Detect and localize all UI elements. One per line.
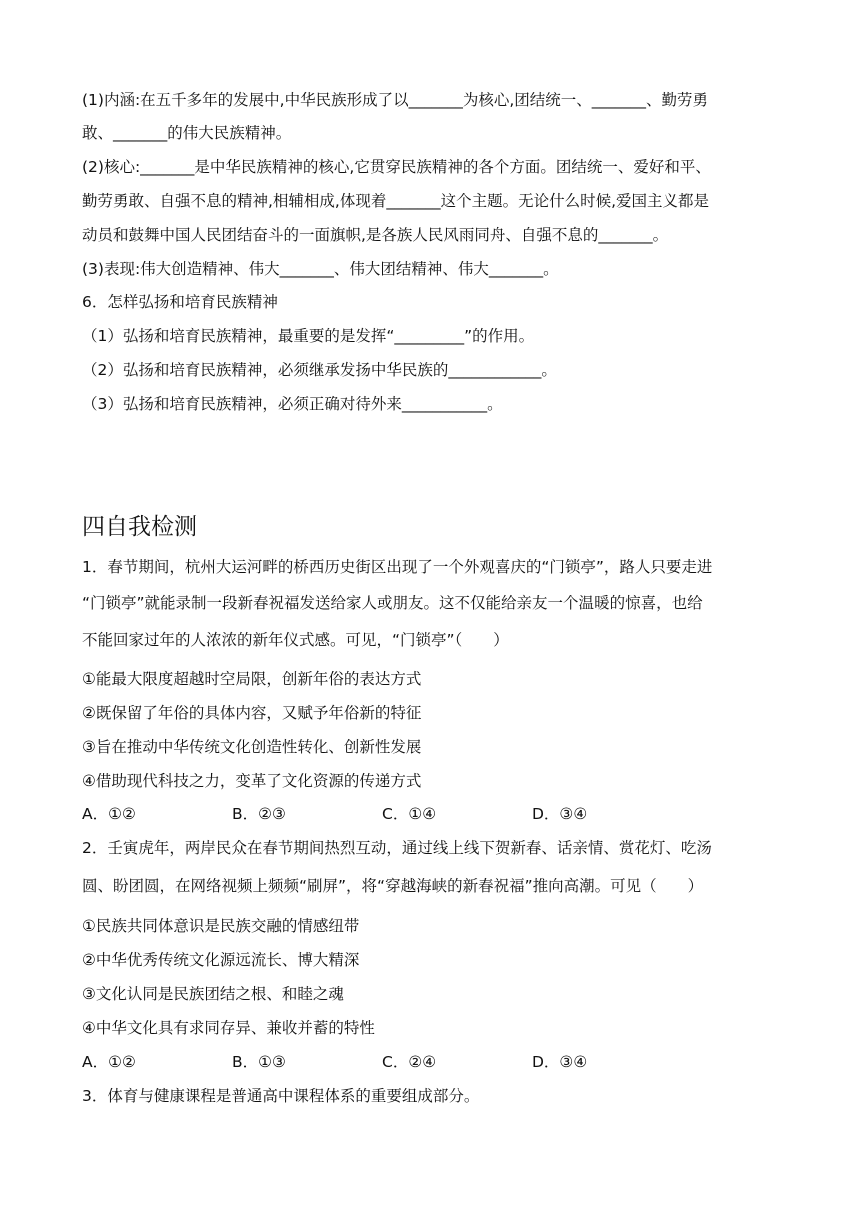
option-d: D．③④ xyxy=(532,805,588,823)
option-a: A．①② xyxy=(82,1053,136,1071)
question-heading: 6．怎样弘扬和培育民族精神 xyxy=(82,293,278,311)
question-stem: “门锁亭”就能录制一段新春祝福发送给家人或朋友。这不仅能给亲友一个温暖的惊喜，也给 xyxy=(82,594,703,612)
text-line: 勤劳勇敢、自强不息的精神,相辅相成,体现着_______这个主题。无论什么时候,爱国主义都是 xyxy=(82,192,710,210)
list-item: （1）弘扬和培育民族精神，最重要的是发挥“_________”的作用。 xyxy=(82,327,535,345)
answer-options xyxy=(82,804,682,824)
option-c: C．①④ xyxy=(382,805,437,823)
question-stem: 圆、盼团圆，在网络视频上频频“刷屏”，将“穿越海峡的新春祝福”推向高潮。可见（ ） xyxy=(82,877,704,895)
text-line: (1)内涵:在五千多年的发展中,中华民族形成了以_______为核心,团结统一、_______、勤劳勇 xyxy=(82,91,709,109)
text-line: (3)表现:伟大创造精神、伟大_______、伟大团结精神、伟大_______。 xyxy=(82,260,559,278)
statement: ③旨在推动中华传统文化创造性转化、创新性发展 xyxy=(82,738,422,756)
option-a: A．①② xyxy=(82,805,136,823)
statement: ①民族共同体意识是民族交融的情感纽带 xyxy=(82,917,360,935)
section-title: 四自我检测 xyxy=(82,514,197,540)
text-line: (2)核心:_______是中华民族精神的核心,它贯穿民族精神的各个方面。团结统一、爱好和平、 xyxy=(82,158,711,176)
list-item: （3）弘扬和培育民族精神，必须正确对待外来___________。 xyxy=(82,395,503,413)
question-stem: 不能回家过年的人浓浓的新年仪式感。可见，“门锁亭”（ ） xyxy=(82,631,509,649)
question-stem: 2．壬寅虎年，两岸民众在春节期间热烈互动，通过线上线下贺新春、话亲情、赏花灯、吃汤 xyxy=(82,839,712,857)
text-line: 敢、_______的伟大民族精神。 xyxy=(82,124,292,142)
statement: ③文化认同是民族团结之根、和睦之魂 xyxy=(82,985,344,1003)
statement: ②既保留了年俗的具体内容，又赋予年俗新的特征 xyxy=(82,704,422,722)
statement: ①能最大限度超越时空局限，创新年俗的表达方式 xyxy=(82,670,422,688)
option-b: B．①③ xyxy=(232,1053,286,1071)
option-d: D．③④ xyxy=(532,1053,588,1071)
question-stem: 1．春节期间，杭州大运河畔的桥西历史街区出现了一个外观喜庆的“门锁亭”，路人只要走进 xyxy=(82,558,713,576)
answer-options xyxy=(82,1052,682,1072)
statement: ②中华优秀传统文化源远流长、博大精深 xyxy=(82,951,360,969)
option-c: C．②④ xyxy=(382,1053,437,1071)
statement: ④借助现代科技之力，变革了文化资源的传递方式 xyxy=(82,772,422,790)
statement: ④中华文化具有求同存异、兼收并蓄的特性 xyxy=(82,1019,375,1037)
text-line: 动员和鼓舞中国人民团结奋斗的一面旗帜,是各族人民风雨同舟、自强不息的_______。 xyxy=(82,226,669,244)
list-item: （2）弘扬和培育民族精神，必须继承发扬中华民族的____________。 xyxy=(82,361,557,379)
question-stem: 3．体育与健康课程是普通高中课程体系的重要组成部分。 xyxy=(82,1087,480,1105)
option-b: B．②③ xyxy=(232,805,286,823)
